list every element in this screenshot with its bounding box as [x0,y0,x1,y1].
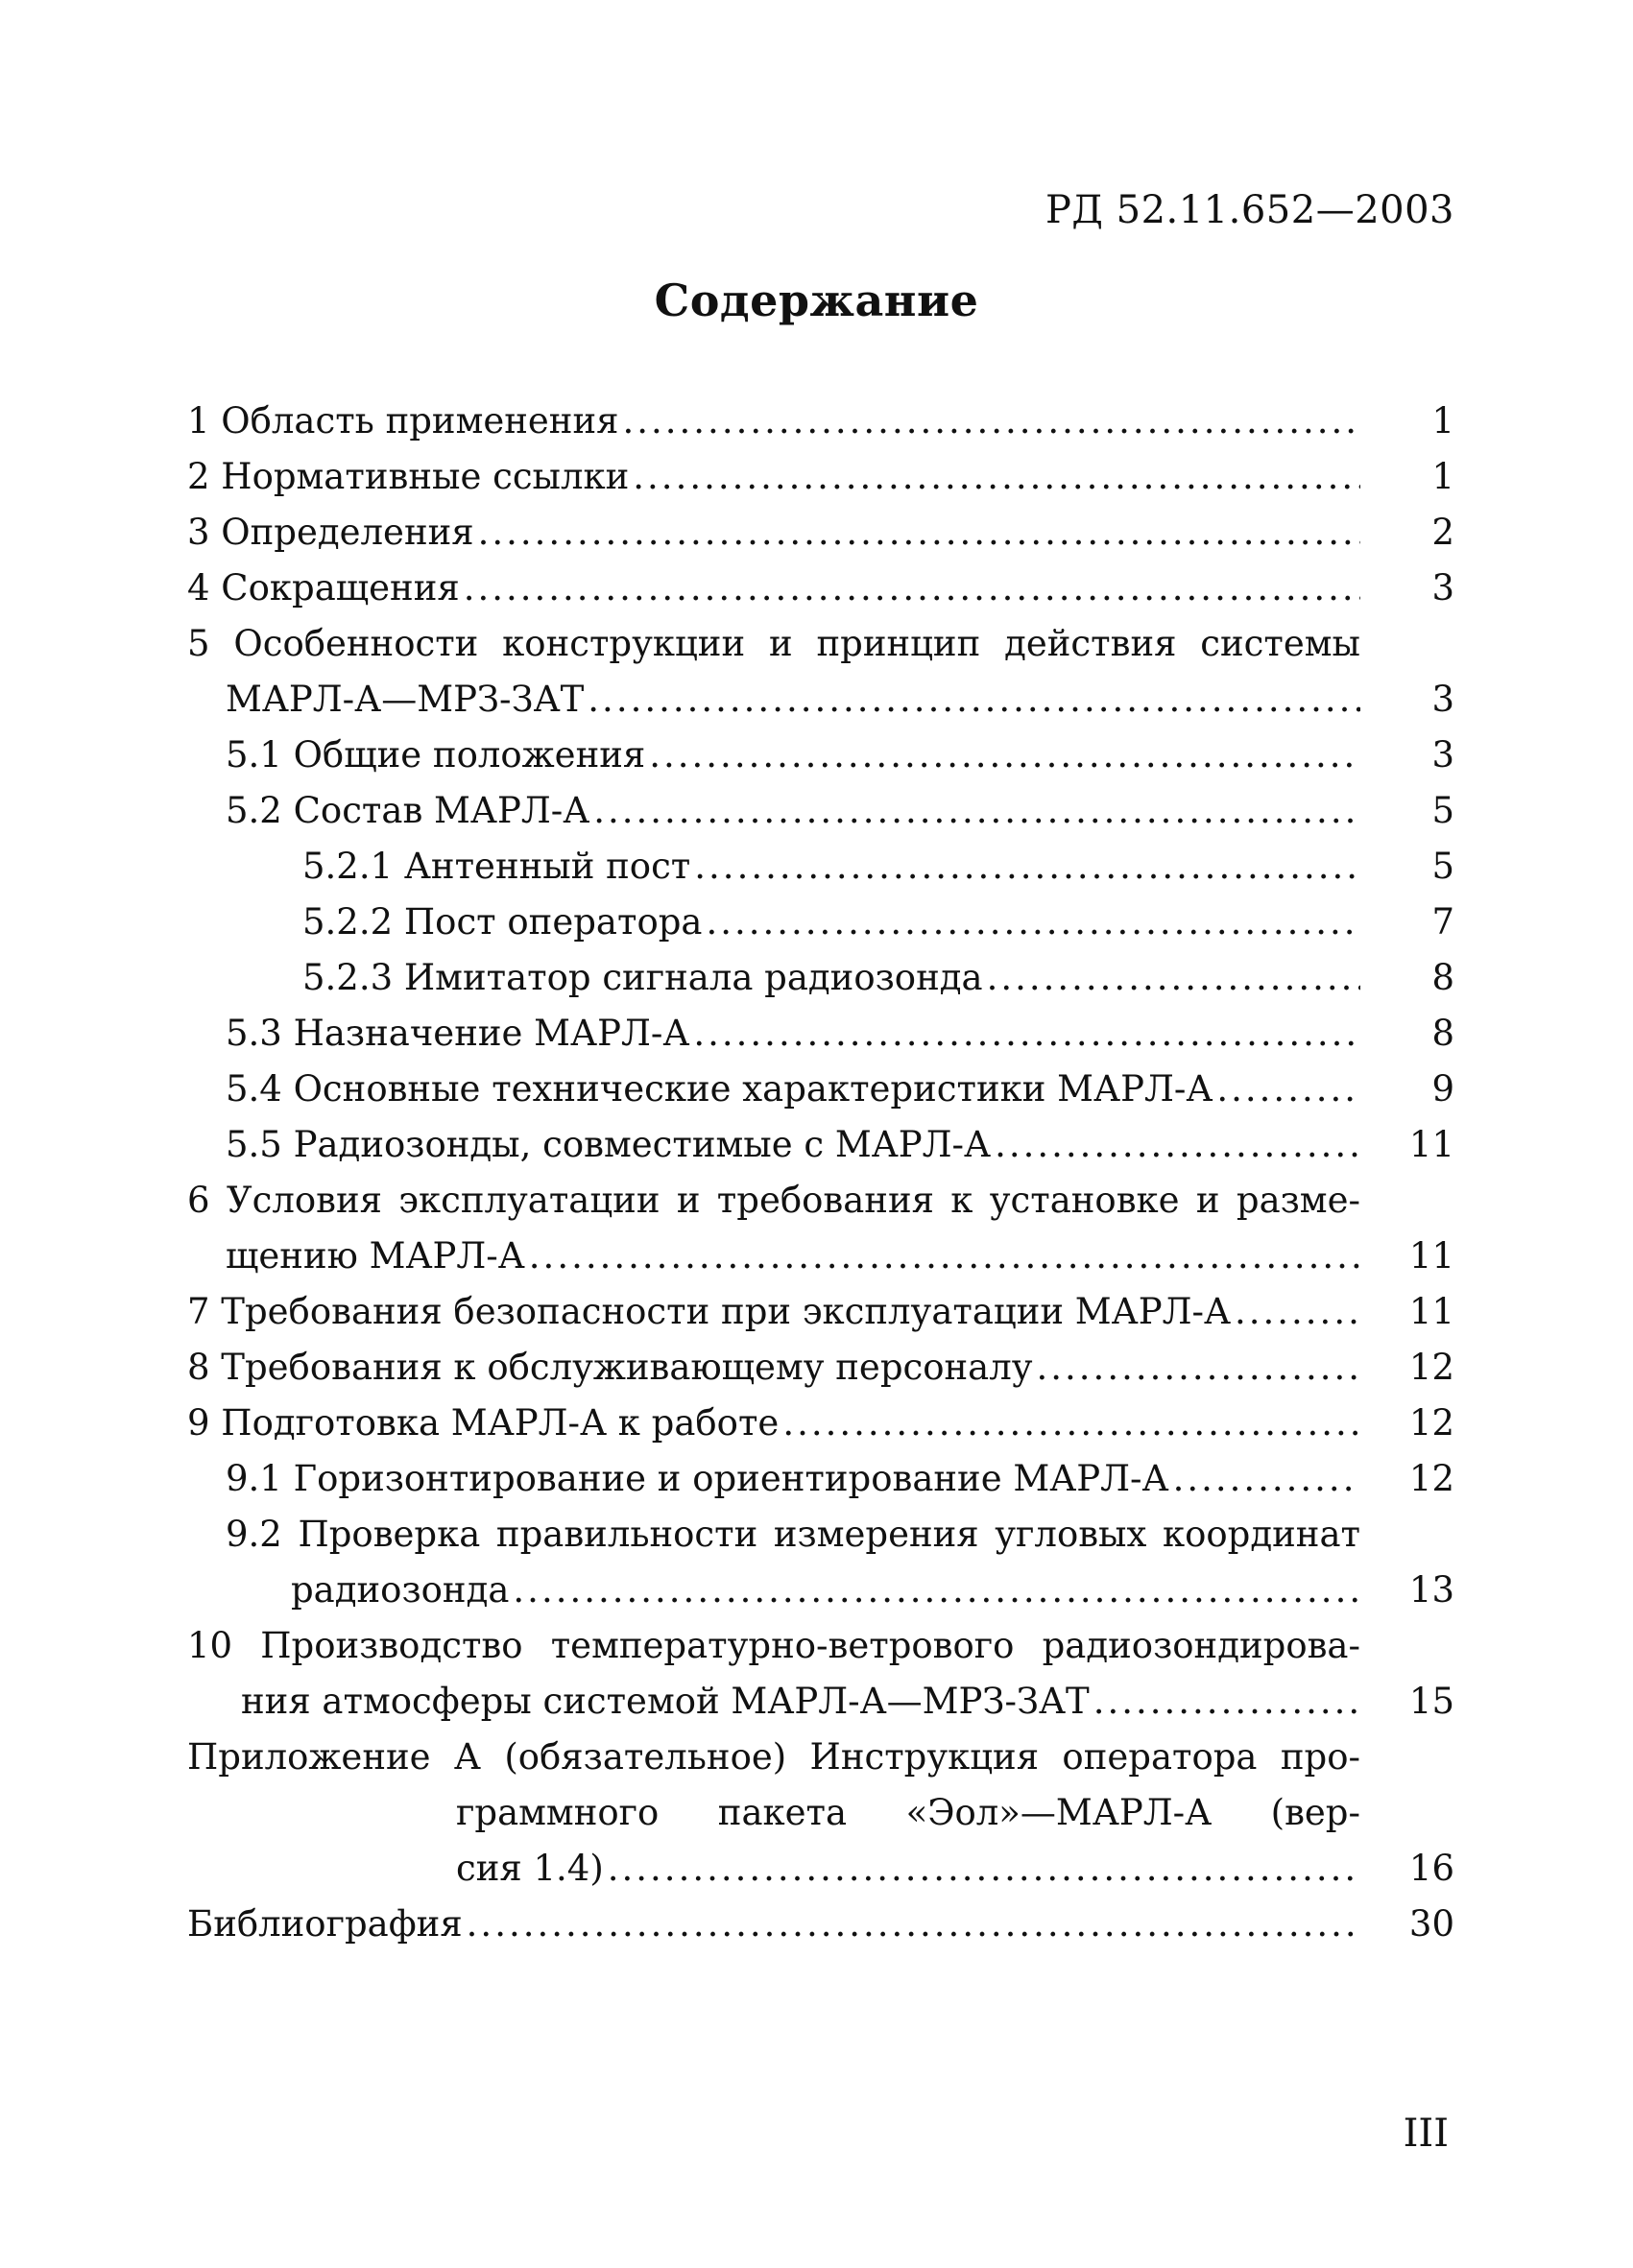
toc-entry-label: 5.2 Состав МАРЛ-А [226,790,590,831]
toc-entry-page: 13 [1408,1569,1454,1611]
toc-entry-5-2-2[interactable] [187,895,1454,950]
toc-entry-label: 5.2.2 Пост оператора [302,901,703,943]
toc-entry-label: 5.2.3 Имитатор сигнала радиозонда [302,957,983,998]
toc-entry-label-line2: щению МАРЛ-А [226,1235,525,1277]
table-of-contents [187,394,1454,1952]
toc-entry-label-line2: граммного пакета «Эол»—МАРЛ-А (вер- [456,1792,1360,1833]
toc-entry-5-3[interactable] [187,1006,1454,1062]
toc-entry-label: 2 Нормативные ссылки [187,456,630,497]
toc-entry-page: 7 [1431,901,1454,943]
toc-entry-page: 1 [1431,400,1454,442]
toc-entry-5-2-3[interactable] [187,950,1454,1006]
toc-entry-page: 11 [1408,1235,1454,1277]
toc-entry-label: 5.5 Радиозонды, совместимые с МАРЛ-А [226,1124,992,1165]
toc-entry-label-line1: 5 Особенности конструкции и принцип действия системы [187,623,1360,664]
toc-entry-page: 9 [1431,1068,1454,1110]
document-code: РД 52.11.652—2003 [1045,188,1454,232]
toc-entry-label: 4 Сокращения [187,567,460,609]
toc-entry-8[interactable] [187,1340,1454,1396]
toc-entry-5-5[interactable] [187,1117,1454,1173]
toc-entry-page: 3 [1431,679,1454,720]
toc-entry-label: Библиография [187,1903,463,1945]
toc-entry-label-line2: МАРЛ-А—МРЗ-ЗАТ [226,679,585,720]
toc-entry-label: 5.3 Назначение МАРЛ-А [226,1013,690,1054]
toc-entry-page: 5 [1431,790,1454,831]
toc-entry-page: 1 [1431,456,1454,497]
toc-entry-page: 11 [1408,1124,1454,1165]
toc-entry-page: 5 [1431,846,1454,887]
toc-entry-page: 11 [1408,1291,1454,1332]
toc-entry-9[interactable] [187,1396,1454,1451]
toc-entry-page: 15 [1408,1681,1454,1722]
toc-entry-label-line2: ния атмосферы системой МАРЛ-А—МРЗ-ЗАТ [241,1681,1090,1722]
toc-entry-9-1[interactable] [187,1451,1454,1507]
toc-entry-5-1[interactable] [187,728,1454,783]
toc-entry-5-2[interactable] [187,783,1454,839]
toc-entry-3[interactable] [187,505,1454,561]
toc-entry-5[interactable] [187,616,1454,728]
toc-entry-9-2[interactable] [187,1507,1454,1618]
toc-entry-page: 12 [1408,1347,1454,1388]
toc-entry-page: 8 [1431,957,1454,998]
toc-entry-label-line1: 6 Условия эксплуатации и требования к установке и разме- [187,1180,1360,1221]
toc-entry-bibliography[interactable] [187,1897,1454,1952]
toc-entry-1[interactable] [187,394,1454,449]
toc-entry-page: 16 [1408,1848,1454,1889]
toc-entry-page: 3 [1431,567,1454,609]
toc-entry-page: 30 [1408,1903,1454,1945]
toc-entry-label: 9.1 Горизонтирование и ориентирование МАРЛ-А [226,1458,1169,1499]
toc-entry-label: 5.1 Общие положения [226,734,646,776]
toc-entry-page: 3 [1431,734,1454,776]
toc-entry-5-4[interactable] [187,1062,1454,1117]
toc-entry-page: 2 [1431,512,1454,553]
toc-entry-label: 9 Подготовка МАРЛ-А к работе [187,1402,780,1444]
toc-entry-page: 8 [1431,1013,1454,1054]
toc-entry-label: 7 Требования безопасности при эксплуатации МАРЛ-А [187,1291,1231,1332]
toc-entry-appendix-a[interactable] [187,1730,1454,1897]
toc-entry-label-line3: сия 1.4) [456,1848,604,1889]
toc-entry-6[interactable] [187,1173,1454,1284]
toc-entry-4[interactable] [187,561,1454,616]
page-number: III [1403,2112,1449,2156]
toc-entry-page: 12 [1408,1402,1454,1444]
toc-entry-label: 5.4 Основные технические характеристики МАРЛ-А [226,1068,1213,1110]
toc-entry-page: 12 [1408,1458,1454,1499]
toc-entry-label-line1: 9.2 Проверка правильности измерения угловых координат [226,1514,1360,1555]
toc-entry-label: 8 Требования к обслуживающему персоналу [187,1347,1033,1388]
toc-entry-label-line2: радиозонда [291,1569,510,1611]
toc-entry-label: 1 Область применения [187,400,619,442]
toc-entry-10[interactable] [187,1618,1454,1730]
toc-entry-7[interactable] [187,1284,1454,1340]
toc-entry-2[interactable] [187,449,1454,505]
toc-entry-label: 3 Определения [187,512,474,553]
toc-entry-label: 5.2.1 Антенный пост [302,846,691,887]
toc-entry-5-2-1[interactable] [187,839,1454,895]
toc-entry-label-line1: 10 Производство температурно-ветрового радиозондирова- [187,1625,1360,1666]
page-title: Содержание [654,275,979,326]
toc-entry-label-line1: Приложение А (обязательное) Инструкция оператора про- [187,1736,1360,1778]
